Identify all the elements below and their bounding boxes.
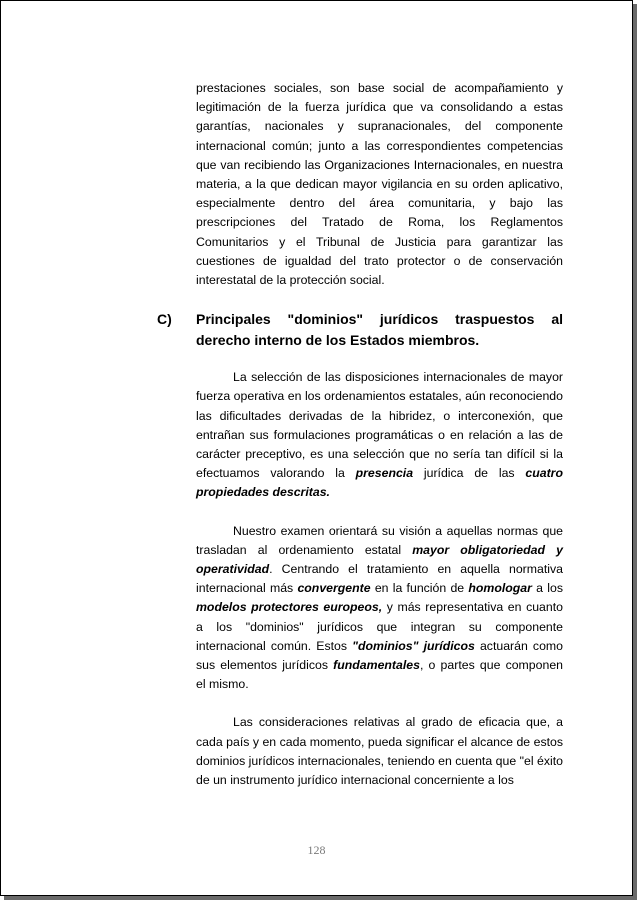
- page-number: 128: [307, 843, 326, 857]
- paragraph-selection: [196, 368, 563, 502]
- paragraph-continuation: [196, 79, 563, 290]
- emphasis-cuatro-propiedades: cuatro propiedades descritas.: [196, 466, 563, 500]
- text-run: en la función de: [370, 581, 469, 596]
- section-marker: C): [157, 311, 172, 328]
- text-run: y más representativa en cuanto a los "dominios" jurídicos que integran su componente internacional común. Estos: [196, 600, 563, 653]
- emphasis-presencia: presencia: [355, 466, 414, 481]
- emphasis-fundamentales: fundamentales: [333, 658, 420, 673]
- emphasis-obligatoriedad: mayor obligatoriedad y operatividad: [196, 542, 563, 577]
- paragraph-text: Las consideraciones relativas al grado de eficacia que, a cada país y en cada momento, pueda significar el alcance de estos dominios jurídicos internacionales, teniendo en cuenta que "el éxito de un instrumento jurídico internacional concerniente a los: [196, 715, 563, 788]
- text-run: a los: [531, 581, 563, 596]
- text-run: actuarán como sus elementos jurídicos: [196, 638, 563, 673]
- paragraph-examen: [196, 522, 563, 695]
- emphasis-dominios: "dominios" jurídicos: [352, 638, 475, 653]
- text-column: [157, 79, 563, 790]
- text-run: Nuestro examen orientará su visión a aquellas normas que trasladan al ordenamiento estatal: [196, 523, 563, 557]
- emphasis-modelos: modelos protectores europeos,: [196, 600, 383, 615]
- section-title: Principales "dominios" jurídicos traspuestos al derecho interno de los Estados miembros.: [196, 311, 563, 349]
- text-run: . Centrando el tratamiento en aquella normativa internacional más: [196, 562, 563, 596]
- paragraph-text: prestaciones sociales, son base social de acompañamiento y legitimación de la fuerza jurídica que va consolidando a estas garantías, nacionales y supranacionales, del componente internacional común; junto a las correspondientes competencias que van recibiendo las Organizaciones Internacionales, en nuestra materia, a la que dedican mayor vigilancia en su orden aplicativo, especialmente dentro del área comunitaria, y bajo las prescripciones del Tratado de Roma, los Reglamentos Comunitarios y el Tribunal de Justicia para garantizar las cuestiones de igualdad del trato protector o de conservación interestatal de la protección social.: [196, 81, 563, 288]
- section-heading: [157, 309, 563, 351]
- emphasis-convergente: convergente: [297, 581, 371, 596]
- text-run: , o partes que componen el mismo.: [196, 658, 563, 692]
- text-run: La selección de las disposiciones internacionales de mayor fuerza operativa en los ordenamientos estatales, aún reconociendo las dificultades derivadas de la hibridez, o interconexión, que entrañan sus formulaciones programáticas o en relación a las de carácter preceptivo, es una selección que no sería tan difícil si la efectuamos valorando la: [196, 370, 563, 481]
- emphasis-homologar: homologar: [468, 581, 532, 596]
- paragraph-consideraciones: [196, 713, 563, 790]
- text-run: jurídica de las: [413, 466, 526, 481]
